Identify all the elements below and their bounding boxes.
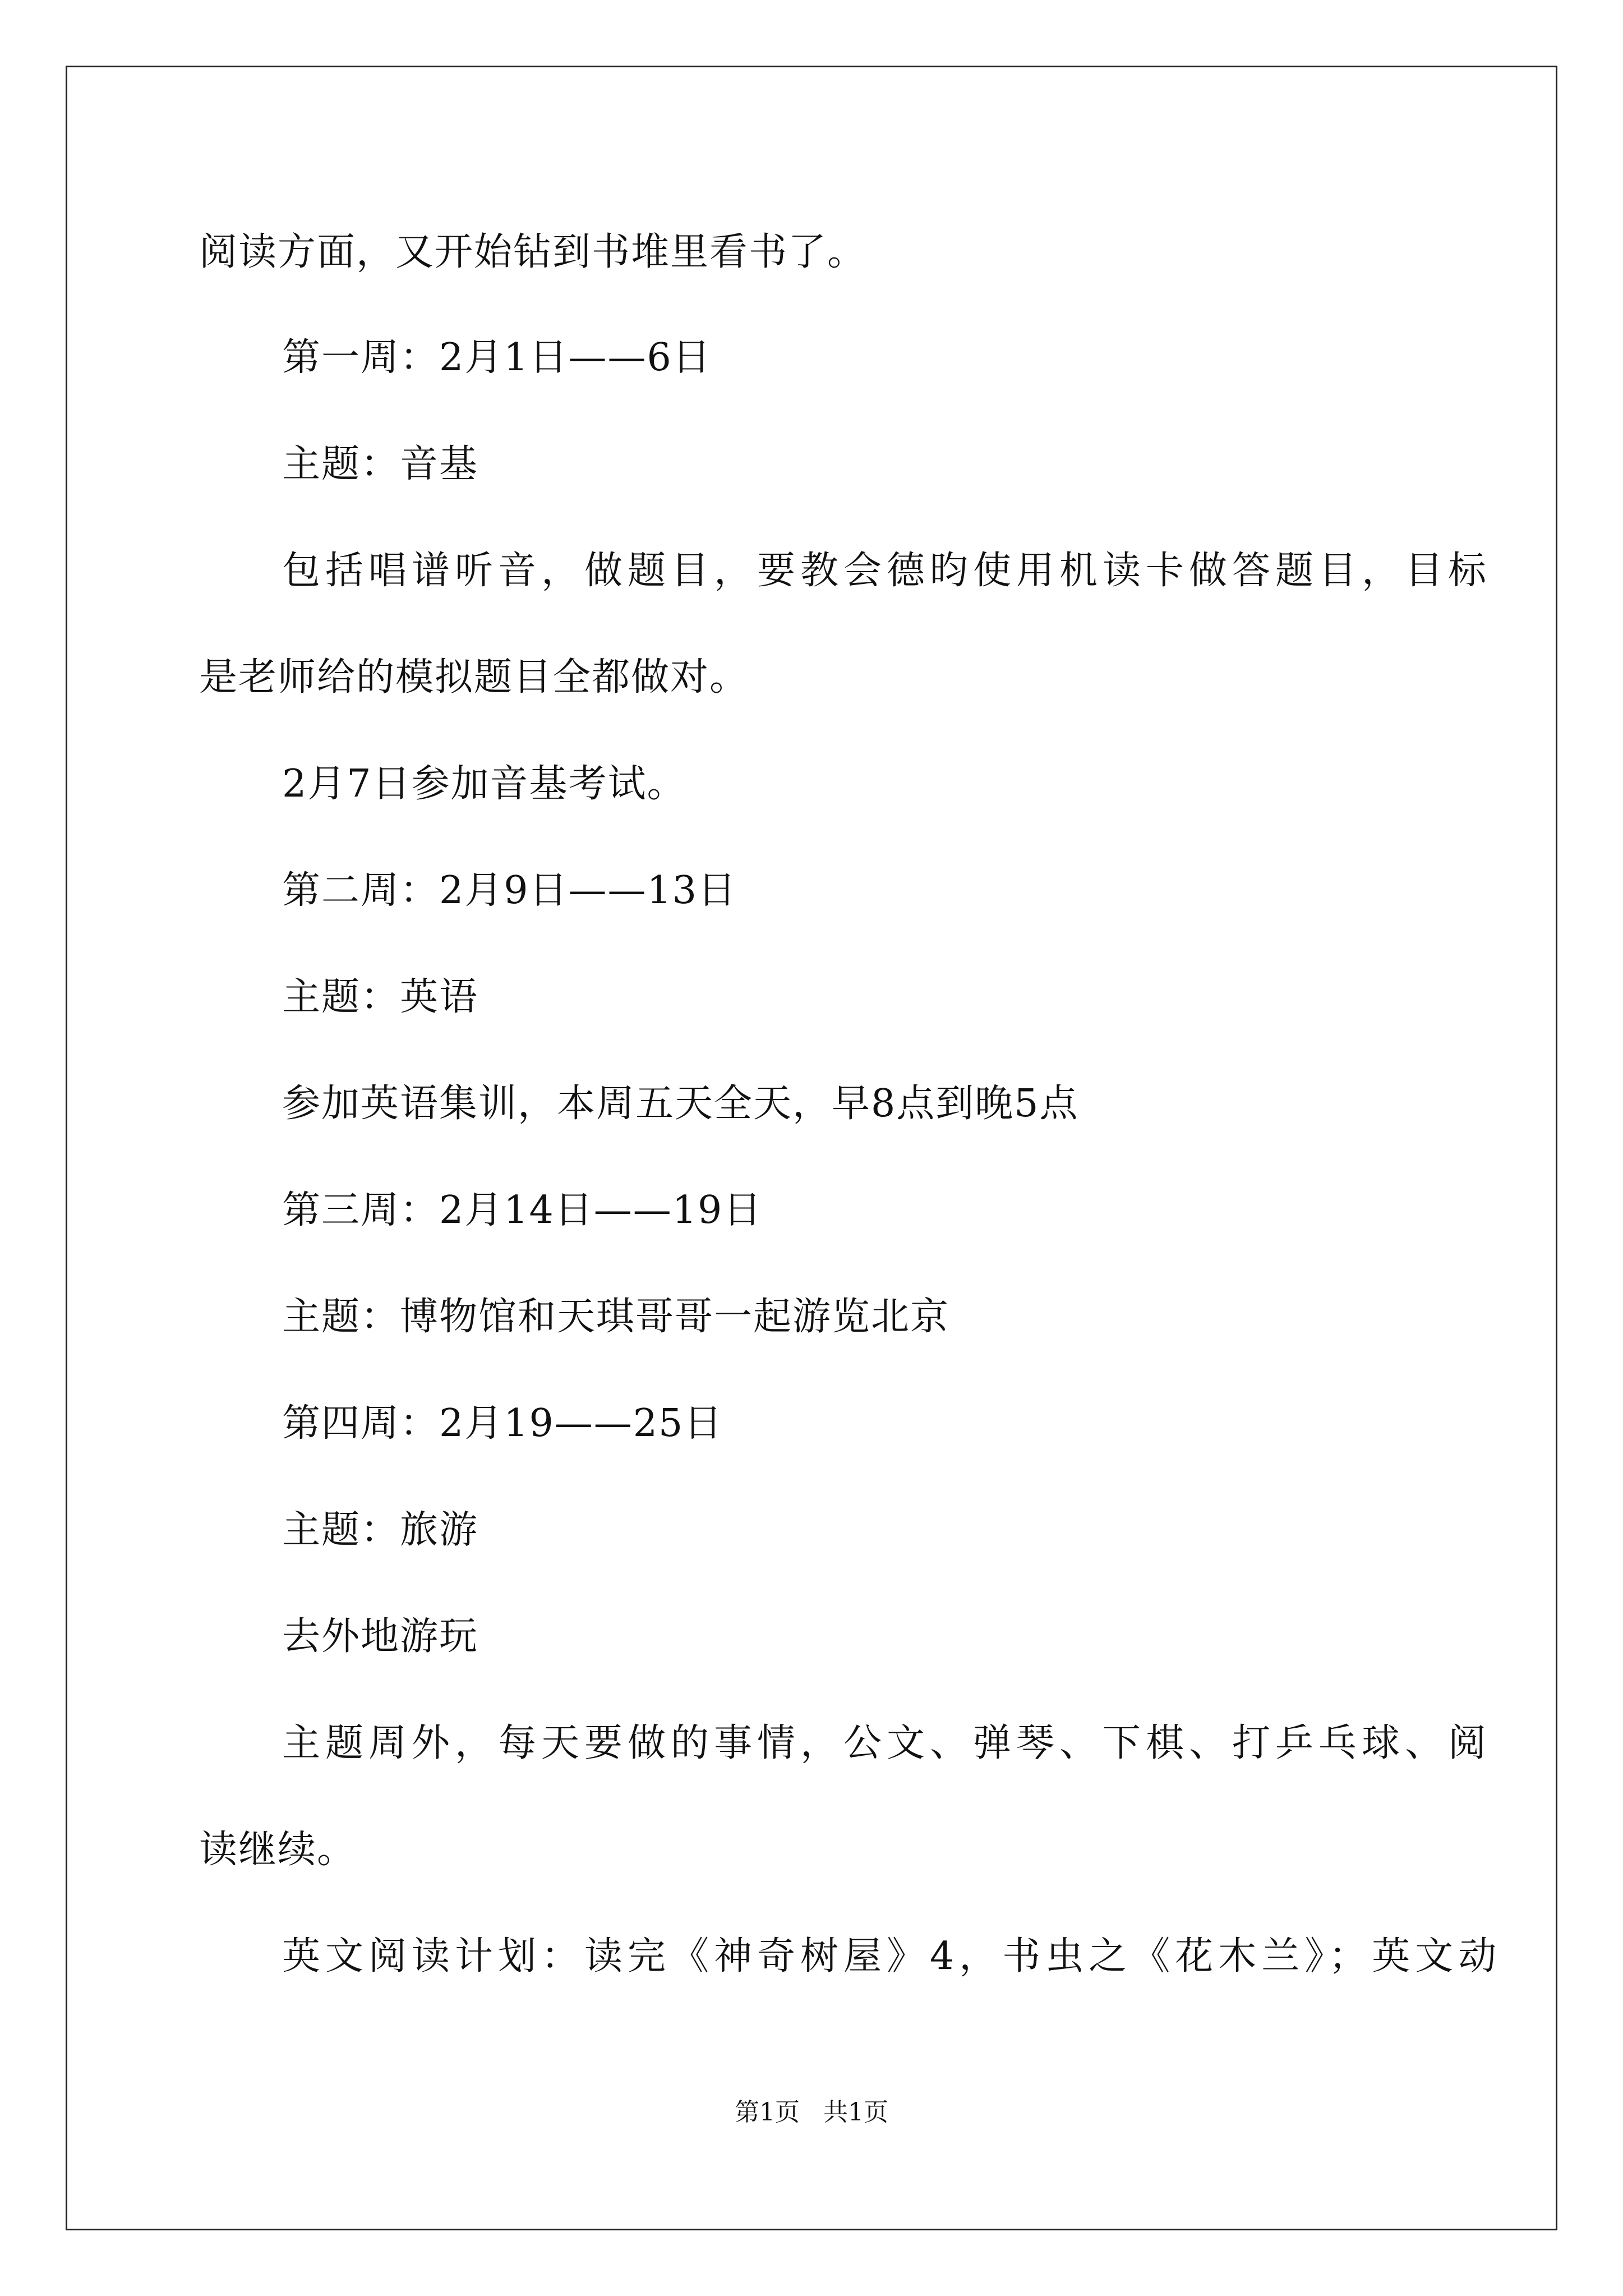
paragraph-line: 英文阅读计划：读完《神奇树屋》4，书虫之《花木兰》；英文动 (282, 1934, 1502, 1978)
week-two-theme: 主题：英语 (282, 975, 479, 1019)
page-footer (0, 2097, 1623, 2128)
paragraph-line: 去外地游玩 (282, 1614, 479, 1659)
page-border (66, 66, 1557, 2230)
page-number: 第1页 (735, 2098, 800, 2127)
week-two-heading: 第二周：2月9日——13日 (282, 868, 737, 913)
week-one-theme: 主题：音基 (282, 442, 479, 486)
paragraph-line: 包括唱谱听音，做题目，要教会德昀使用机读卡做答题目，目标 (282, 549, 1492, 593)
paragraph-line: 参加英语集训，本周五天全天，早8点到晚5点 (282, 1082, 1079, 1126)
week-four-heading: 第四周：2月19——25日 (282, 1401, 723, 1446)
paragraph-line: 阅读方面，又开始钻到书堆里看书了。 (199, 230, 867, 274)
week-three-heading: 第三周：2月14日——19日 (282, 1188, 763, 1232)
paragraph-line: 读继续。 (199, 1828, 357, 1872)
paragraph-line: 2月7日参加音基考试。 (282, 762, 686, 806)
page-total: 共1页 (823, 2098, 888, 2127)
week-one-heading: 第一周：2月1日——6日 (282, 335, 712, 380)
week-four-theme: 主题：旅游 (282, 1508, 479, 1552)
paragraph-line: 是老师给的模拟题目全都做对。 (199, 655, 749, 700)
week-three-theme: 主题：博物馆和天琪哥哥一起游览北京 (282, 1295, 950, 1339)
paragraph-line: 主题周外，每天要做的事情，公文、弹琴、下棋、打乒乓球、阅 (282, 1721, 1492, 1765)
